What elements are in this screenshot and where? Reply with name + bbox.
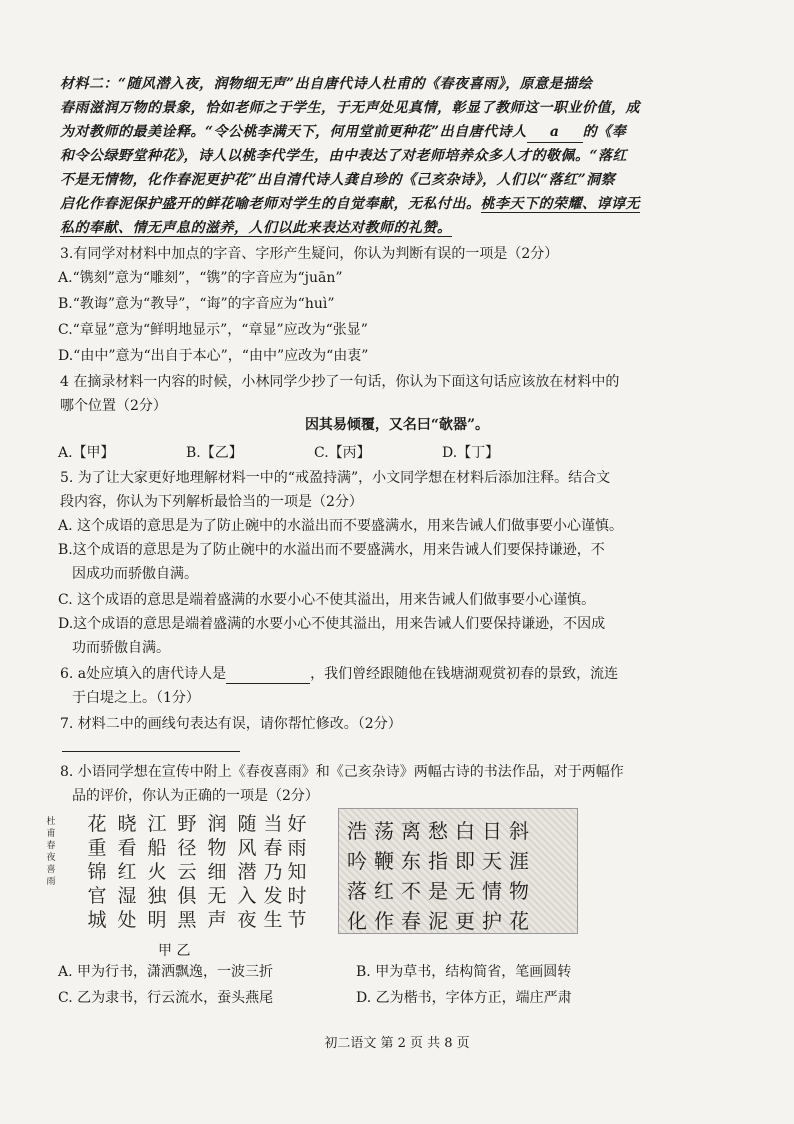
q3-option-b: B.“教诲”意为“教导”，“诲”的字音应为“huì”: [58, 296, 335, 312]
q4-stem-1: 4 在摘录材料一内容的时候，小林同学少抄了一句话，你认为下面这句话应该放在材料中的: [60, 374, 620, 390]
q7-stem: 7. 材料二中的画线句表达有误，请你帮忙修改。（2分）: [60, 716, 402, 732]
answer-line[interactable]: [62, 751, 240, 752]
calligraphy-jia: [44, 812, 306, 932]
q5-option-a: A. 这个成语的意思是为了防止碗中的水溢出而不要盛满水，用来告诫人们做事要小心谨慎。: [58, 518, 624, 534]
material2-line2: 春雨滋润万物的景象，恰如老师之于学生，于无声处见真情，彰显了教师这一职业价值，成: [60, 100, 640, 116]
material2-line6: 启化作春泥保护盛开的鲜花喻老师对学生的自觉奉献，无私付出。桃李天下的荣耀、谆谆无: [60, 196, 640, 212]
q5-option-b-line2: 因成功而骄傲自满。: [72, 566, 198, 582]
calligraphy-row-1: 浩荡离愁白日斜: [347, 819, 536, 843]
calligraphy-col-7: 晓 看 红 湿 处: [117, 813, 137, 931]
q4-options: [58, 442, 570, 462]
material2-line5: 不是无情物，化作春泥更护花”出自清代诗人龚自珍的《己亥杂诗》，人们以“落红”洞察: [60, 172, 616, 188]
q8-option-d: D. 乙为楷书，字体方正，端庄严肃: [356, 990, 572, 1006]
calligraphy-col-1: 好 雨 知 时 节: [287, 813, 307, 931]
q4-quote: 因其易倾覆，又名曰“欹器”。: [304, 417, 490, 433]
q5-option-c: C. 这个成语的意思是端着盛满的水要小心不使其溢出，用来告诫人们做事要小心谨慎。: [58, 592, 596, 608]
q5-option-b-line1: B.这个成语的意思是为了防止碗中的水溢出而不要盛满水，用来告诫人们要保持谦逊，不: [58, 542, 605, 558]
material2-line4: 和令公绿野堂种花》，诗人以桃李代学生，由中表达了对老师培养众多人才的敬佩。“落红: [60, 148, 628, 164]
underlined-sentence: 桃李天下的荣耀、谆谆无: [480, 196, 640, 212]
q3-option-d: D.“由中”意为“出自于本心”，“由中”应改为“由衷”: [58, 348, 369, 364]
calligraphy-col-8: 花 重 锦 官 城: [87, 813, 107, 931]
q8-option-a: A. 甲为行书，潇洒飘逸，一波三折: [58, 964, 274, 980]
q8-stem-2: 品的评价，你认为正确的一项是（2分）: [72, 788, 319, 804]
q5-stem-1: 5. 为了让大家更好地理解材料一中的“戒盈持满”，小文同学想在材料后添加注释。结合文: [60, 470, 611, 486]
q3-option-a: A.“镌刻”意为“雕刻”，“镌”的字音应为“juān”: [58, 270, 343, 286]
calligraphy-yi: [338, 808, 578, 934]
q3-stem: 3.有同学对材料中加点的字音、字形产生疑问，你认为判断有误的一项是（2分）: [60, 246, 559, 262]
calligraphy-signature: 杜 甫 春 夜 喜 雨: [46, 817, 56, 887]
answer-blank[interactable]: [226, 669, 310, 684]
calligraphy-caption: 甲 乙: [158, 943, 191, 959]
material2-line3: 为对教师的最美诠释。“令公桃李满天下，何用堂前更种花”出自唐代诗人 a 的《奉: [60, 122, 754, 143]
q6-stem-1: 6. a处应填入的唐代诗人是 ，我们曾经跟随他在钱塘湖观赏初春的景致，流连: [60, 666, 619, 682]
q5-stem-2: 段内容，你认为下列解析最恰当的一项是（2分）: [60, 494, 363, 510]
material2-line1: 材料二：“随风潜入夜，润物细无声”出自唐代诗人杜甫的《春夜喜雨》，原意是描绘: [60, 76, 593, 92]
q5-option-d-line1: D.这个成语的意思是端着盛满的水要小心不使其溢出，用来告诫人们要保持谦逊，不因成: [58, 616, 606, 632]
page-footer: 初二语文 第 2 页 共 8 页: [324, 1036, 470, 1051]
q8-option-b: B. 甲为草书，结构简省，笔画圆转: [356, 964, 572, 980]
poet-blank: a: [527, 122, 583, 143]
calligraphy-col-2: 当 春 乃 发 生: [263, 813, 283, 931]
q3-option-c: C.“章显”意为“鲜明地显示”，“章显”应改为“张显”: [58, 322, 368, 338]
calligraphy-col-5: 野 径 云 俱 黑: [177, 813, 197, 931]
calligraphy-row-4: 化作春泥更护花: [347, 909, 536, 933]
q8-stem-1: 8. 小语同学想在宣传中附上《春夜喜雨》和《己亥杂诗》两幅古诗的书法作品，对于两幅作: [60, 764, 624, 780]
q6-stem-2: 于白堤之上。（1分）: [72, 690, 200, 706]
q4-stem-2: 哪个位置（2分）: [60, 398, 167, 414]
q8-option-c: C. 乙为隶书，行云流水，蚕头燕尾: [58, 990, 274, 1006]
q5-option-d-line2: 功而骄傲自满。: [72, 640, 170, 656]
q4-option-b: B.【乙】: [186, 445, 243, 461]
calligraphy-col-4: 润 物 细 无 声: [207, 813, 227, 931]
calligraphy-row-2: 吟鞭东指即天涯: [347, 849, 536, 873]
q4-option-c: C.【丙】: [314, 445, 371, 461]
material2-line7: 私的奉献、情无声息的滋养，人们以此来表达对教师的礼赞。: [60, 220, 452, 236]
q4-option-d: D.【丁】: [442, 445, 500, 461]
calligraphy-col-6: 江 船 火 独 明: [147, 813, 167, 931]
q4-option-a: A.【甲】: [58, 445, 115, 461]
calligraphy-row-3: 落红不是无情物: [347, 879, 536, 903]
calligraphy-col-3: 随 风 潜 入 夜: [237, 813, 257, 931]
